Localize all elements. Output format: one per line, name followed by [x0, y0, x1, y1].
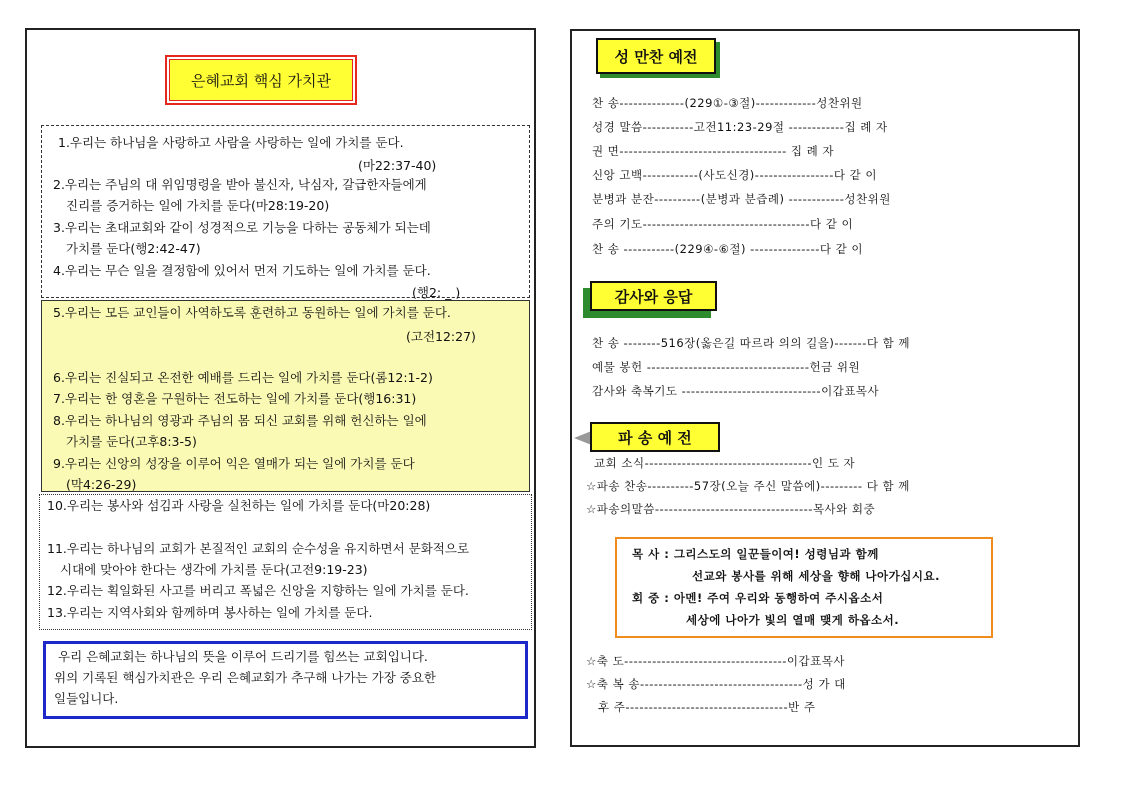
value-3-line1: 3.우리는 초대교회와 같이 성경적으로 기능을 다하는 공동체가 되는데 [53, 220, 431, 235]
summary-line-3: 일들입니다. [54, 691, 119, 706]
communion-row-2: 성경 말씀-----------고전11:23-29절 ------------집 례 자 [592, 120, 888, 134]
communion-row-7: 찬 송 -----------(229④-⑥절) ---------------다 같 이 [592, 242, 864, 256]
summary-line-1: 우리 은혜교회는 하나님의 뜻을 이루어 드리기를 힘쓰는 교회입니다. [58, 649, 428, 664]
dialogue-line-1: 목 사 : 그리스도의 일꾼들이여! 성령님과 함께 [632, 547, 879, 561]
response-row-2: 예물 봉헌 -----------------------------------헌금 위원 [592, 360, 861, 374]
communion-header-label: 성 만찬 예전 [614, 47, 698, 66]
sending-row-2: ☆파송 찬송----------57장(오늘 주신 말씀에)--------- 다 함 께 [586, 479, 910, 493]
response-header-label: 감사와 응답 [614, 287, 693, 306]
response-header [590, 281, 717, 311]
value-8-line1: 8.우리는 하나님의 영광과 주님의 몸 되신 교회를 위해 헌신하는 일에 [53, 413, 427, 428]
core-values-title-box [165, 55, 357, 105]
value-4-ref: (행2: _ ) [412, 285, 461, 300]
dialogue-line-3: 회 중 : 아멘! 주여 우리와 동행하여 주시옵소서 [632, 591, 884, 605]
value-6: 6.우리는 진실되고 온전한 예배를 드리는 일에 가치를 둔다(롬12:1-2) [53, 370, 433, 385]
value-2-line2: 진리를 증거하는 일에 가치를 둔다(마28:19-20) [66, 198, 330, 213]
value-13: 13.우리는 지역사회와 함께하며 봉사하는 일에 가치를 둔다. [47, 605, 373, 620]
dialogue-line-2: 선교와 봉사를 위해 세상을 향해 나아가십시요. [692, 569, 940, 583]
value-12: 12.우리는 획일화된 사고를 버리고 폭넓은 신앙을 지향하는 일에 가치를 둔다. [47, 583, 469, 598]
communion-row-6: 주의 기도------------------------------------다 같 이 [592, 217, 854, 231]
sending-row-1: 교회 소식------------------------------------인 도 자 [594, 456, 856, 470]
value-8-line2: 가치를 둔다(고후8:3-5) [66, 434, 197, 449]
value-3-line2: 가치를 둔다(행2:42-47) [66, 241, 201, 256]
value-1-ref: (마22:37-40) [358, 158, 437, 173]
closing-row-1: ☆축 도-----------------------------------이갑표목사 [586, 654, 845, 668]
dialogue-line-4: 세상에 나아가 빛의 열매 맺게 하옵소서. [686, 613, 900, 627]
value-5: 5.우리는 모든 교인들이 사역하도록 훈련하고 동원하는 일에 가치를 둔다. [53, 305, 451, 320]
communion-row-5: 분병과 분잔----------(분병과 분즙례) ------------성찬위원 [592, 192, 891, 206]
value-9-line2: (막4:26-29) [66, 477, 137, 492]
summary-line-2: 위의 기록된 핵심가치관은 우리 은혜교회가 추구해 나가는 가장 중요한 [54, 670, 436, 685]
communion-row-4: 신앙 고백------------(사도신경)-----------------다 같 이 [592, 168, 877, 182]
communion-row-3: 권 면------------------------------------ 집 례 자 [592, 144, 835, 158]
value-1: 1.우리는 하나님을 사랑하고 사람을 사랑하는 일에 가치를 둔다. [58, 135, 404, 150]
communion-row-1: 찬 송--------------(229①-③절)-------------성찬위원 [592, 96, 863, 110]
sending-row-3: ☆파송의말씀----------------------------------목사와 회중 [586, 502, 876, 516]
value-11-line2: 시대에 맞아야 한다는 생각에 가치를 둔다(고전9:19-23) [60, 562, 368, 577]
value-7: 7.우리는 한 영혼을 구원하는 전도하는 일에 가치를 둔다(행16:31) [53, 391, 417, 406]
core-values-title: 은혜교회 핵심 가치관 [191, 71, 331, 90]
value-10: 10.우리는 봉사와 섬김과 사랑을 실천하는 일에 가치를 둔다(마20:28) [47, 498, 431, 513]
value-4: 4.우리는 무슨 일을 결정함에 있어서 먼저 기도하는 일에 가치를 둔다. [53, 263, 431, 278]
response-row-1: 찬 송 --------516장(옳은길 따르라 의의 길을)-------다 함 께 [592, 336, 910, 350]
communion-header [596, 38, 716, 74]
value-5-ref: (고전12:27) [406, 329, 476, 344]
closing-row-3: 후 주-----------------------------------반 주 [598, 700, 816, 714]
value-11-line1: 11.우리는 하나님의 교회가 본질적인 교회의 순수성을 유지하면서 문화적으로 [47, 541, 470, 556]
value-2-line1: 2.우리는 주님의 대 위임명령을 받아 불신자, 낙심자, 갈급한자들에게 [53, 177, 427, 192]
sending-header [590, 422, 720, 452]
sending-header-label: 파 송 예 전 [618, 428, 692, 447]
value-9-line1: 9.우리는 신앙의 성장을 이루어 익은 열매가 되는 일에 가치를 둔다 [53, 456, 415, 471]
response-row-3: 감사와 축복기도 ------------------------------이갑표목사 [592, 384, 880, 398]
closing-row-2: ☆축 복 송-----------------------------------성 가 대 [586, 677, 846, 691]
